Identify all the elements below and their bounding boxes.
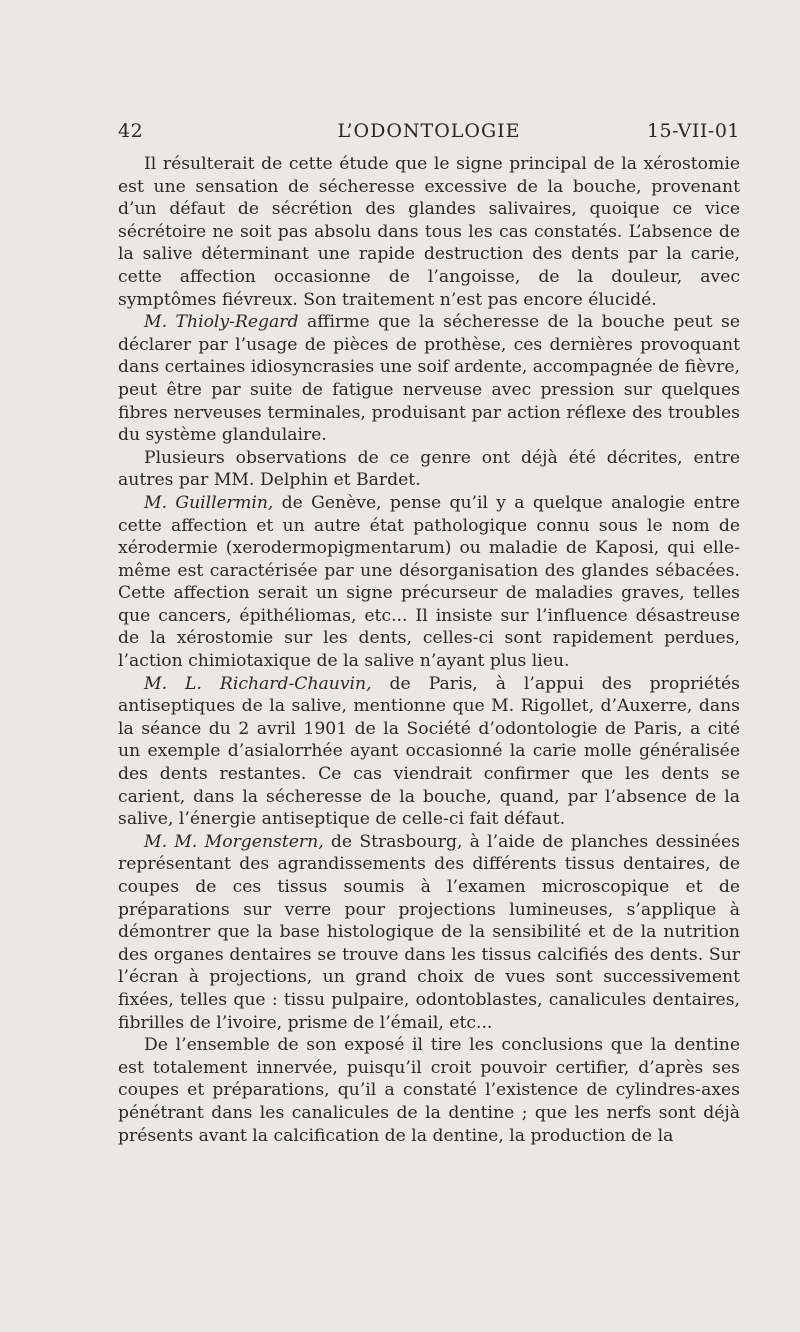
speaker-name: M. M. Morgenstern,	[144, 831, 324, 852]
paragraph	[118, 153, 740, 311]
paragraph-text: de Genève, pense qu’il y a quelque analogie entre cette affection et un autre état pathologique connu sous le nom de xérodermie (xerodermopigmentarum) ou maladie de Kaposi, qui elle-même est caractérisée par une désorganisation des glandes sébacées. Cette affection serait un signe précurseur de maladies graves, telles que cancers, épithéliomas, etc... Il insiste sur l’influence désastreuse de la xérostomie sur les dents, celles-ci sont rapidement perdues, l’action chimiotaxique de la salive n’ayant plus lieu.	[118, 492, 741, 672]
paragraph-text: affirme que la sécheresse de la bouche peut se déclarer par l’usage de pièces de prothèse, ces dernières provoquant dans certaines idiosyncrasies une soif ardente, accompagnée de fièvre, peut être par suite de fatigue nerveuse avec pression sur quelques fibres nerveuses terminales, produisant par action réflexe des troubles du système glandulaire.	[118, 312, 740, 446]
paragraph-text: De l’ensemble de son exposé il tire les conclusions que la dentine est totalement innervée, puisqu’il croit pouvoir certifier, d’après ses coupes et préparations, qu’il a constaté l’existence de cylindres-axes pénétrant dans les canalicules de la dentine ; que les nerfs sont déjà présents avant la calcification de la dentine, la production de la	[118, 1035, 740, 1146]
paragraph	[118, 447, 740, 492]
speaker-name: M. L. Richard-Chauvin,	[144, 673, 372, 694]
paragraph	[118, 1034, 740, 1147]
speaker-name: M. Thioly-Regard	[144, 312, 299, 333]
page-body	[118, 153, 740, 1147]
paragraph	[118, 831, 740, 1034]
paragraph-text: de Paris, à l’appui des propriétés antiseptiques de la salive, mentionne que M. Rigollet, d’Auxerre, dans la séance du 2 avril 1901 de la Société d’odontologie de Paris, a cité un exemple d’asialorrhée ayant occasionné la carie molle généralisée des dents restantes. Ce cas viendrait confirmer que les dents se carient, dans la sécheresse de la bouche, quand, par l’absence de la salive, l’énergie antiseptique de celle-ci fait défaut.	[118, 673, 740, 830]
paragraph	[118, 311, 740, 447]
page-header	[118, 120, 740, 146]
paragraph-text: Il résulterait de cette étude que le signe principal de la xérostomie est une sensation de sécheresse excessive de la bouche, provenant d’un défaut de sécrétion des glandes salivaires, quoique ce vice sécrétoire ne soit pas absolu dans tous les cas constatés. L’absence de la salive déterminant une rapide destruction des dents par la carie, cette affection occasionne de l’angoisse, de la douleur, avec symptômes fiévreux. Son traitement n’est pas encore élucidé.	[118, 154, 740, 310]
paragraph	[118, 492, 740, 673]
paragraph-text: Plusieurs observations de ce genre ont déjà été décrites, entre autres par MM. Delphin et Bardet.	[118, 447, 740, 491]
journal-title: L’ODONTOLOGIE	[337, 120, 521, 142]
speaker-name: M. Guillermin,	[144, 492, 274, 513]
page-number: 42	[118, 120, 144, 142]
paragraph-text: de Strasbourg, à l’aide de planches dessinées représentant des agrandissements des différents tissus dentaires, de coupes de ces tissus soumis à l’examen microscopique et de préparations sur verre pour projections lumineuses, s’applique à démontrer que la base histologique de la sensibilité et de la nutrition des organes dentaires se trouve dans les tissus calcifiés des dents. Sur l’écran à projections, un grand choix de vues sont successivement fixées, telles que : tissu pulpaire, odontoblastes, canalicules dentaires, fibrilles de l’ivoire, prisme de l’émail, etc...	[118, 831, 740, 1033]
paragraph	[118, 673, 740, 831]
issue-date: 15-VII-01	[646, 120, 740, 142]
